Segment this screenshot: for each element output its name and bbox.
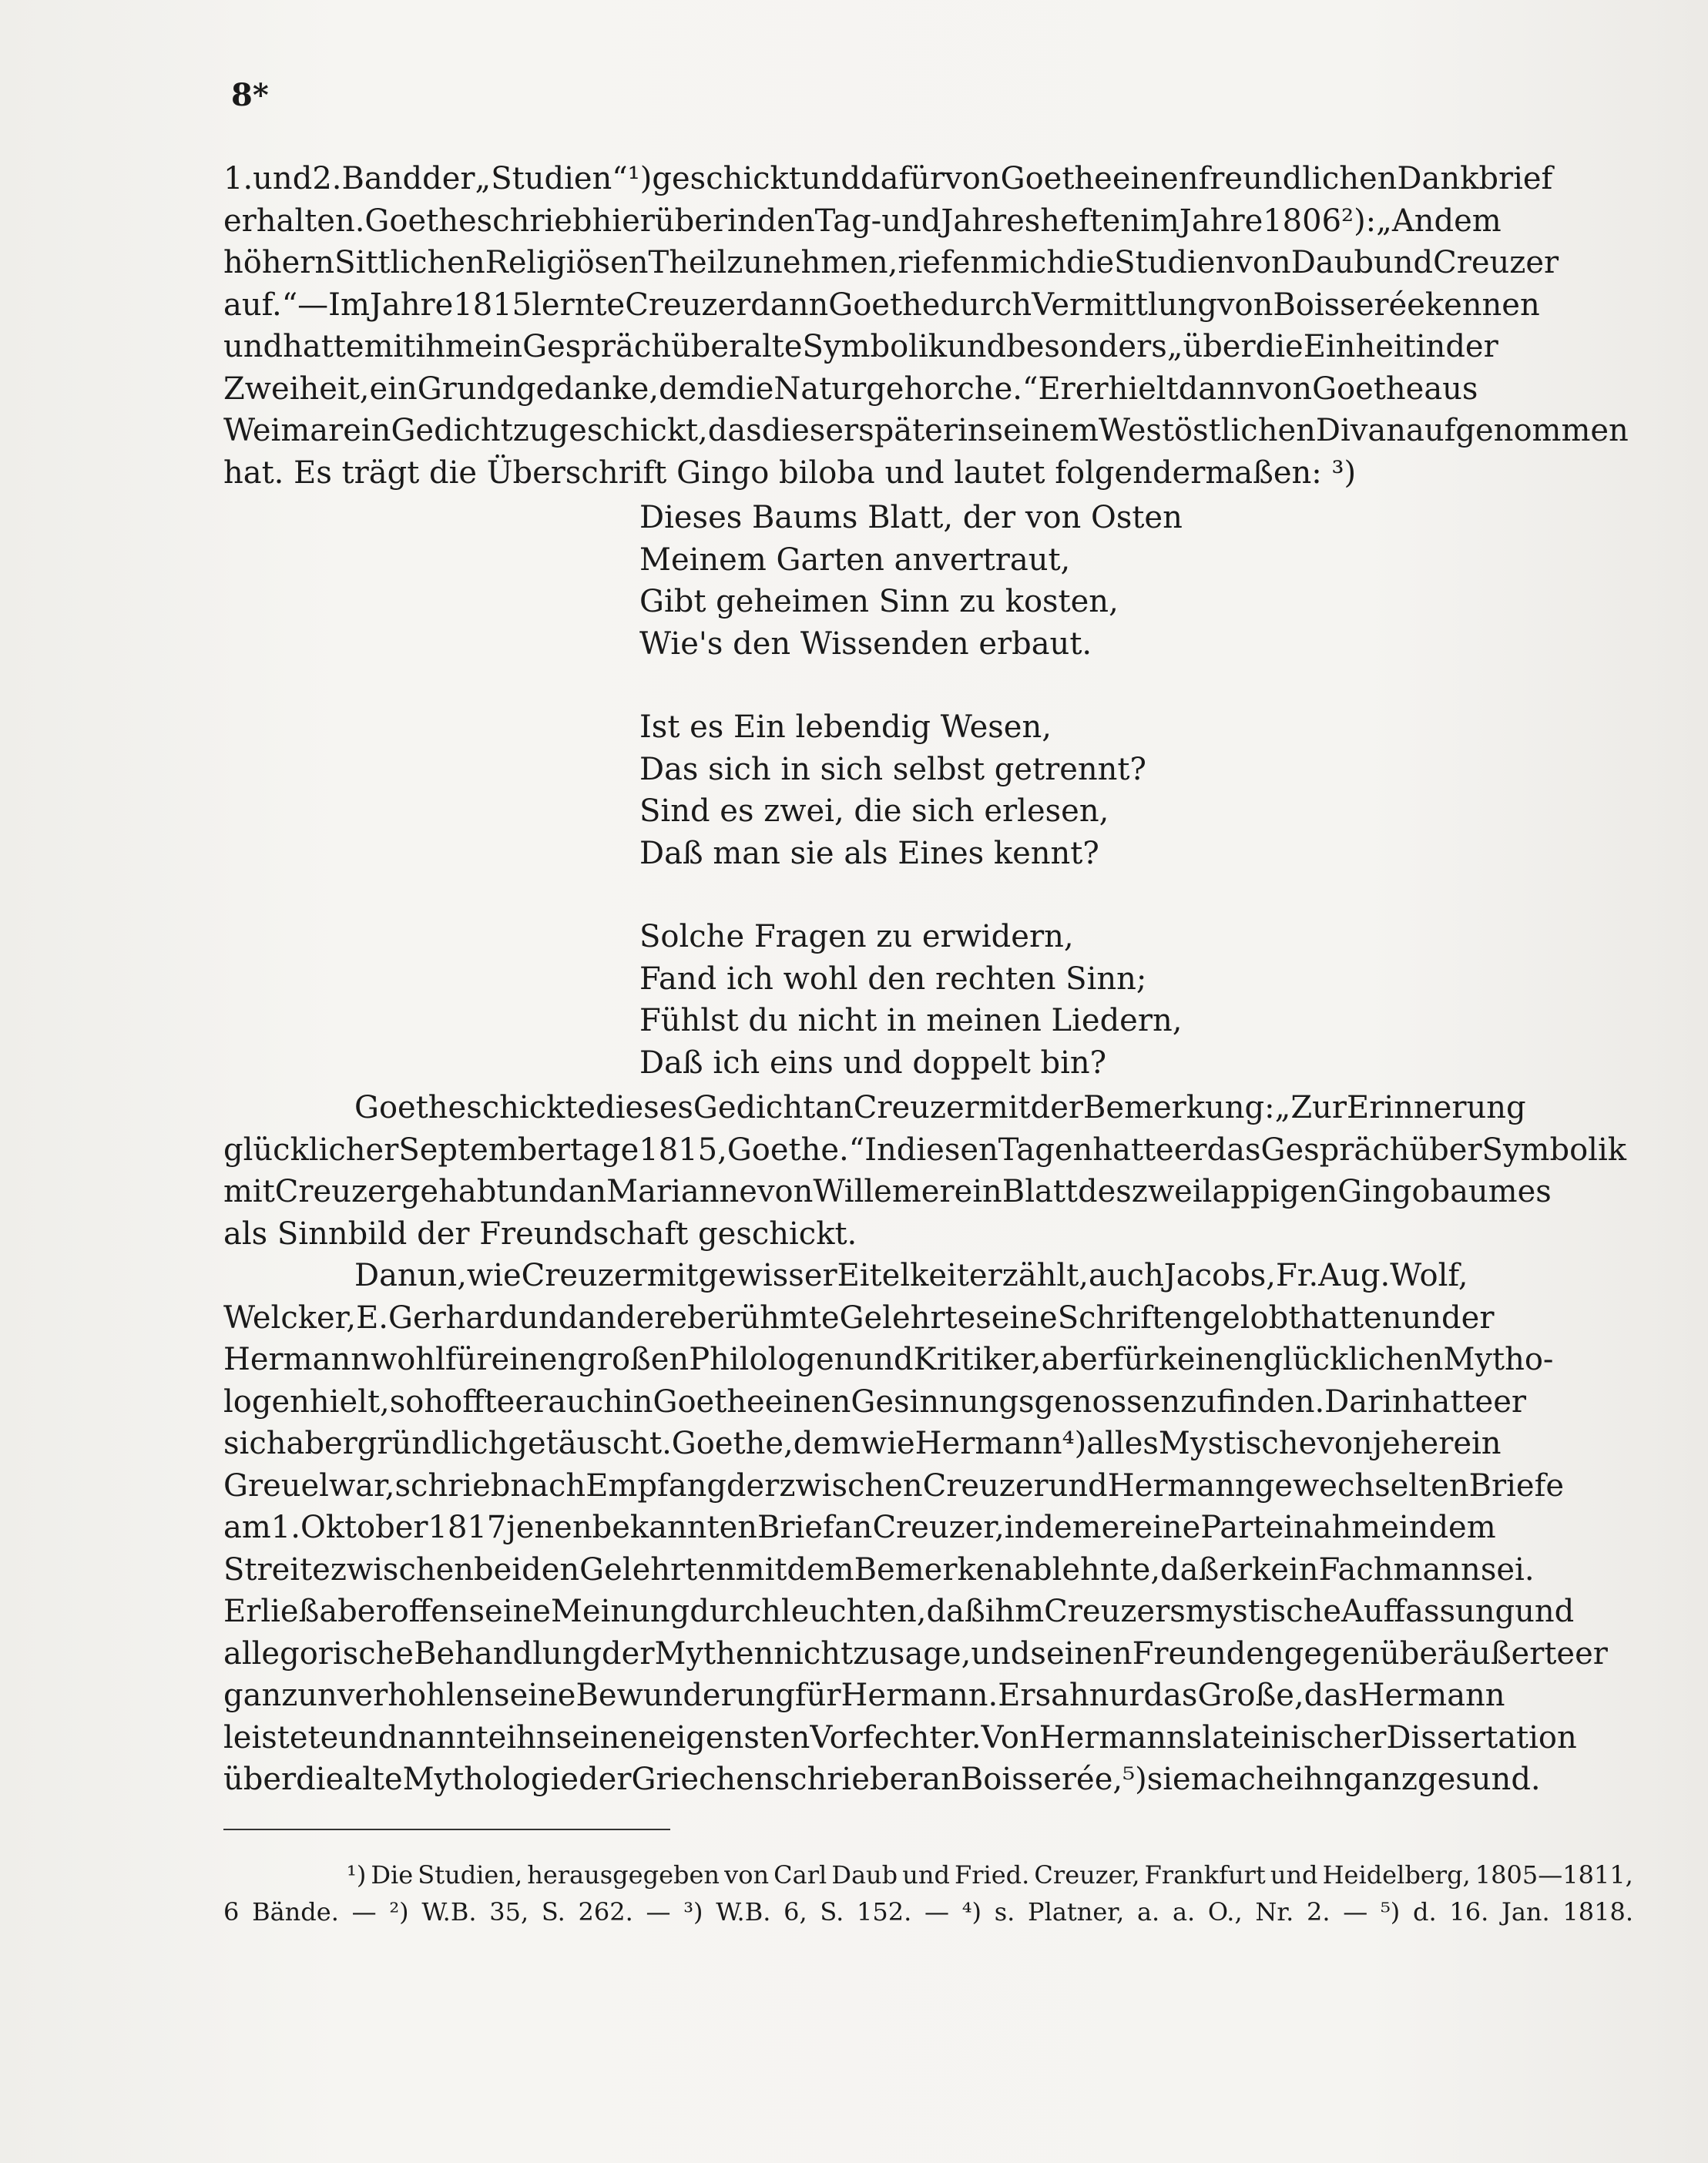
body-text — [223, 158, 1633, 1801]
paragraph-goethe-sent-poem — [223, 1087, 1633, 1255]
poem-line: Sind es zwei, die sich erlesen, — [639, 793, 1109, 829]
text-line: StreitezwischenbeidenGelehrtenmitdemBemerkenablehnte,daßerkeinFachmannsei. — [223, 1551, 1535, 1588]
poem-line: Dieses Baums Blatt, der von Osten — [639, 500, 1183, 535]
text-line: als Sinnbild der Freundschaft geschickt. — [223, 1216, 857, 1252]
poem-gingo-biloba — [639, 497, 1633, 1084]
text-line: GoetheschicktediesesGedichtanCreuzermitderBemerkung:„ZurErinnerung — [354, 1090, 1526, 1125]
paragraph-creuzer-hermann — [223, 1255, 1633, 1801]
poem-stanza — [639, 706, 1633, 874]
text-line: auf.“—ImJahre1815lernteCreuzerdannGoethedurchVermittlungvonBoisseréekennen — [223, 287, 1540, 323]
poem-line: Daß man sie als Eines kennt? — [639, 835, 1099, 871]
footnote-line: ¹) Die Studien, herausgegeben von Carl Daub und Fried. Creuzer, Frankfurt und Heidelberg, 1805—1811, — [347, 1860, 1633, 1890]
footnotes — [223, 1856, 1633, 1930]
poem-line: Wie's den Wissenden erbaut. — [639, 625, 1092, 662]
poem-line: Das sich in sich selbst getrennt? — [639, 751, 1146, 787]
text-line: hat. Es trägt die Überschrift Gingo biloba und lautet folgendermaßen: ³) — [223, 454, 1357, 491]
text-line: 1.und2.Bandder„Studien“¹)geschicktunddafürvonGoetheeinenfreundlichenDankbrief — [223, 161, 1553, 196]
text-line: sichabergründlichgetäuscht.Goethe,demwieHermann⁴)allesMystischevonjeherein — [223, 1426, 1502, 1461]
footnote-line: 6 Bände. — ²) W.B. 35, S. 262. — ³) W.B. 6, S. 152. — ⁴) s. Platner, a. a. O., Nr. 2. — ⁵) d. 16. Jan. 1818. — [223, 1897, 1633, 1927]
text-line: Welcker,E.GerhardundandereberühmteGelehrteseineSchriftengelobthattenunder — [223, 1299, 1495, 1336]
poem-line: Daß ich eins und doppelt bin? — [639, 1045, 1107, 1081]
text-line: Danun,wieCreuzermitgewisserEitelkeiterzählt,auchJacobs,Fr.Aug.Wolf, — [354, 1258, 1468, 1293]
poem-line: Meinem Garten anvertraut, — [639, 542, 1071, 578]
text-line: überdiealteMythologiederGriechenschrieberanBoisserée,⁵)siemacheihnganzgesund. — [223, 1762, 1541, 1797]
poem-stanza — [639, 497, 1633, 665]
intro-paragraph — [223, 158, 1633, 494]
text-line: leisteteundnannteihnseineneigenstenVorfechter.VonHermannslateinischerDissertation — [223, 1719, 1577, 1756]
text-line: WeimareinGedichtzugeschickt,dasdieserspäterinseinemWestöstlichenDivanaufgenommen — [223, 413, 1629, 448]
text-line: erhalten.GoetheschriebhierüberindenTag-undJahresheftenimJahre1806²):„Andem — [223, 203, 1502, 239]
text-line: HermannwohlfüreinengroßenPhilologenundKritiker,aberfürkeinenglücklichenMytho- — [223, 1342, 1554, 1377]
text-line: höhernSittlichenReligiösenTheilzunehmen,riefenmichdieStudienvonDaubundCreuzer — [223, 245, 1559, 280]
poem-line: Solche Fragen zu erwidern, — [639, 919, 1074, 954]
text-line: am1.Oktober1817jenenbekanntenBriefanCreuzer,indemereineParteinahmeindem — [223, 1510, 1496, 1545]
text-line: glücklicherSeptembertage1815,Goethe.“IndiesenTagenhatteerdasGesprächüberSymbolik — [223, 1132, 1626, 1168]
footnote-divider — [223, 1829, 670, 1830]
text-line: ErließaberoffenseineMeinungdurchleuchten,daßihmCreuzersmystischeAuffassungund — [223, 1594, 1575, 1629]
poem-stanza — [639, 916, 1633, 1084]
poem-line: Fühlst du nicht in meinen Liedern, — [639, 1003, 1183, 1038]
text-line: logenhielt,sohoffteerauchinGoetheeinenGesinnungsgenossenzufinden.Darinhatteer — [223, 1383, 1526, 1420]
text-line: undhattemitihmeinGesprächüberalteSymbolikundbesonders„überdieEinheitinder — [223, 329, 1498, 364]
text-line: Zweiheit,einGrundgedanke,demdieNaturgehorche.“ErerhieltdannvonGoetheaus — [223, 371, 1478, 407]
text-line: mitCreuzergehabtundanMariannevonWillemereinBlattdeszweilappigenGingobaumes — [223, 1174, 1552, 1209]
text-line: allegorischeBehandlungderMythennichtzusage,undseinenFreundengegenüberäußerteer — [223, 1635, 1608, 1672]
poem-line: Gibt geheimen Sinn zu kosten, — [639, 584, 1119, 619]
poem-line: Ist es Ein lebendig Wesen, — [639, 709, 1052, 745]
poem-line: Fand ich wohl den rechten Sinn; — [639, 961, 1147, 997]
text-line: Greuelwar,schriebnachEmpfangderzwischenCreuzerundHermanngewechseltenBriefe — [223, 1467, 1565, 1504]
page-number: 8* — [231, 77, 269, 113]
text-line: ganzunverhohlenseineBewunderungfürHermann.ErsahnurdasGroße,dasHermann — [223, 1678, 1505, 1713]
